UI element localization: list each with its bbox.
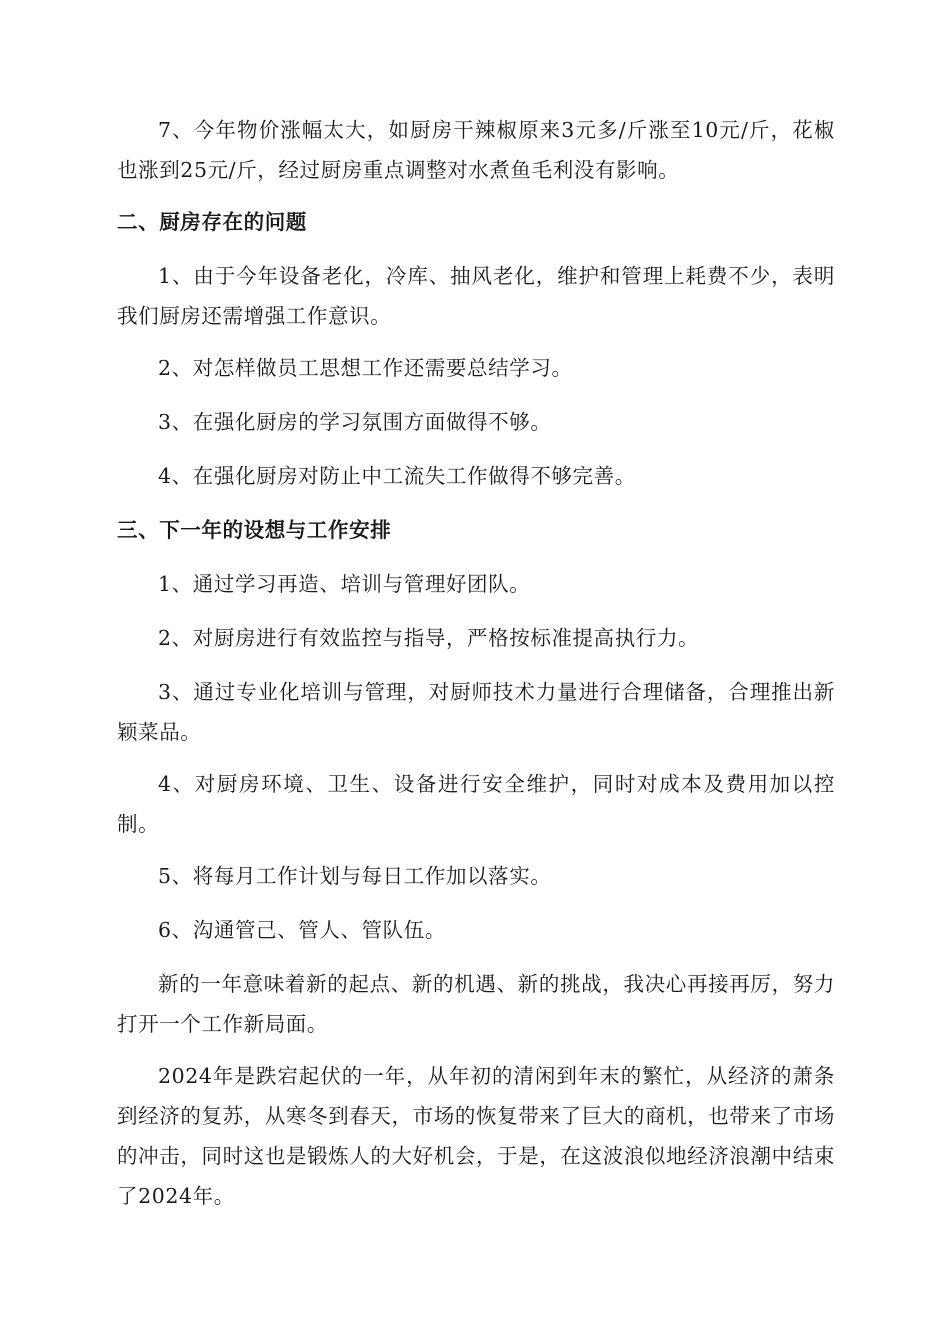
section-heading-plans: 三、下一年的设想与工作安排 xyxy=(117,518,392,542)
paragraph-year-summary: 2024年是跌宕起伏的一年，从年初的清闲到年末的繁忙，从经济的萧条到经济的复苏，从寒冬到春天，市场的恢复带来了巨大的商机，也带来了市场的冲击，同时这也是锻炼人的大好机会，于是，在这波浪似地经济浪潮中结束了2024年。 xyxy=(117,1064,835,1208)
paragraph-problem-3: 3、在强化厨房的学习氛围方面做得不够。 xyxy=(158,410,552,434)
paragraph-problem-1: 1、由于今年设备老化，冷库、抽风老化，维护和管理上耗费不少，表明我们厨房还需增强工作意识。 xyxy=(117,264,835,328)
paragraph-problem-4: 4、在强化厨房对防止中工流失工作做得不够完善。 xyxy=(158,464,636,488)
paragraph-plan-3: 3、通过专业化培训与管理，对厨师技术力量进行合理储备，合理推出新颖菜品。 xyxy=(117,680,835,744)
paragraph-plan-1: 1、通过学习再造、培训与管理好团队。 xyxy=(158,572,531,596)
paragraph-plan-4: 4、对厨房环境、卫生、设备进行安全维护，同时对成本及费用加以控制。 xyxy=(117,772,835,836)
paragraph-new-year: 新的一年意味着新的起点、新的机遇、新的挑战，我决心再接再厉，努力打开一个工作新局面。 xyxy=(117,972,835,1036)
paragraph-plan-2: 2、对厨房进行有效监控与指导，严格按标准提高执行力。 xyxy=(158,626,700,650)
paragraph-problem-2: 2、对怎样做员工思想工作还需要总结学习。 xyxy=(158,356,573,380)
paragraph-price-increase: 7、今年物价涨幅太大，如厨房干辣椒原来3元多/斤涨至10元/斤，花椒也涨到25元/斤，经过厨房重点调整对水煮鱼毛利没有影响。 xyxy=(117,118,835,182)
paragraph-plan-5: 5、将每月工作计划与每日工作加以落实。 xyxy=(158,864,552,888)
paragraph-plan-6: 6、沟通管己、管人、管队伍。 xyxy=(158,918,446,942)
section-heading-problems: 二、厨房存在的问题 xyxy=(117,210,307,234)
